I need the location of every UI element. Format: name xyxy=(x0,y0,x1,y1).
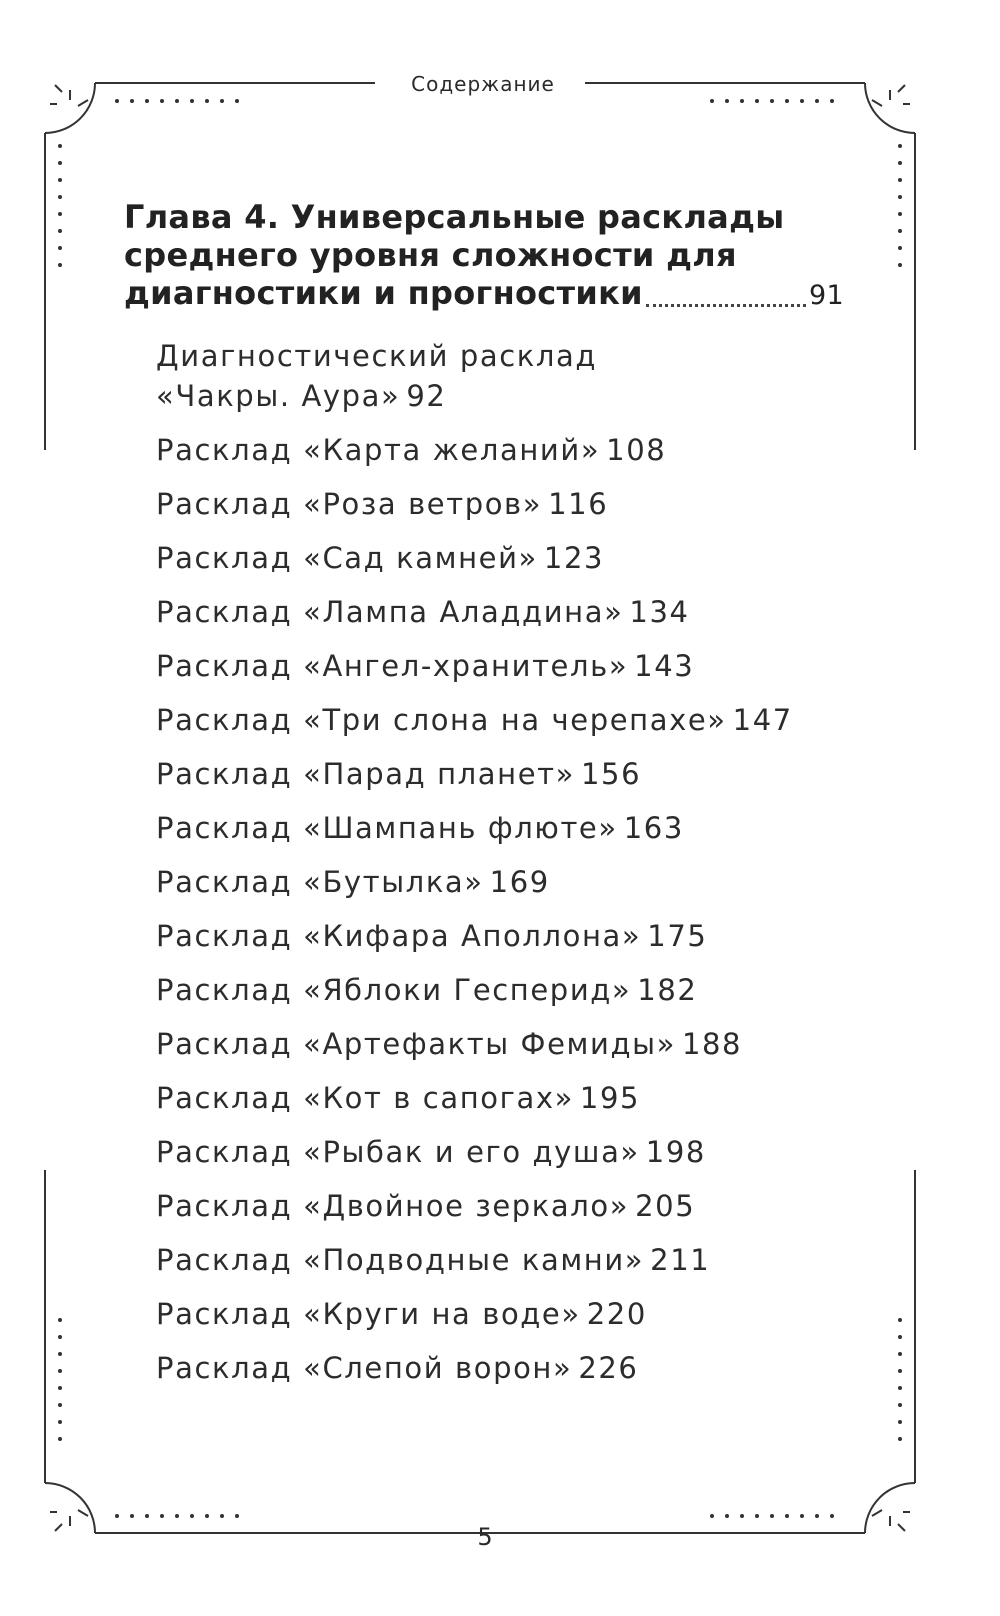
toc-entry-page-number: 220 xyxy=(586,1297,647,1331)
frame-dot xyxy=(830,99,834,103)
toc-entry[interactable] xyxy=(156,970,846,1024)
frame-dot xyxy=(58,229,62,233)
frame-dot xyxy=(190,99,194,103)
toc-entry-title: Расклад «Круги на воде» xyxy=(156,1297,581,1331)
frame-dot xyxy=(235,1514,239,1518)
toc-entry-page-number: 116 xyxy=(548,487,609,521)
frame-dot xyxy=(898,1403,902,1407)
running-header-title: Содержание xyxy=(411,72,555,96)
toc-entry-title: Расклад «Слепой ворон» xyxy=(156,1351,573,1385)
frame-dot xyxy=(58,1335,62,1339)
frame-dot xyxy=(710,1514,714,1518)
toc-entry-title: Расклад «Лампа Аладдина» xyxy=(156,595,624,629)
toc-entry[interactable] xyxy=(156,916,846,970)
toc-entry-page-number: 226 xyxy=(578,1351,639,1385)
frame-dot xyxy=(785,99,789,103)
toc-entry-page-number: 147 xyxy=(732,703,793,737)
toc-entry-page-number: 188 xyxy=(681,1027,743,1061)
frame-dot xyxy=(755,99,759,103)
frame-dot xyxy=(175,99,179,103)
toc-entry[interactable] xyxy=(156,862,846,916)
toc-entry[interactable] xyxy=(156,1078,846,1132)
frame-dot xyxy=(815,99,819,103)
toc-entry-title: Расклад «Яблоки Гесперид» xyxy=(156,973,632,1007)
toc-entry[interactable] xyxy=(156,1294,846,1348)
toc-entry-page-number: 195 xyxy=(579,1081,641,1115)
toc-entry[interactable] xyxy=(156,1348,846,1402)
frame-dot xyxy=(58,1420,62,1424)
toc-entry[interactable] xyxy=(156,1024,846,1078)
frame-dot xyxy=(58,161,62,165)
frame-dot xyxy=(235,99,239,103)
frame-dot xyxy=(58,144,62,148)
frame-dot xyxy=(115,99,119,103)
frame-dot xyxy=(898,1318,902,1322)
toc-entry[interactable] xyxy=(156,592,846,646)
toc-entry[interactable] xyxy=(156,430,846,484)
frame-dot xyxy=(898,161,902,165)
toc-entry[interactable] xyxy=(156,700,846,754)
frame-dot xyxy=(785,1514,789,1518)
frame-dot xyxy=(898,144,902,148)
toc-entry-title: Расклад «Рыбак и его душа» xyxy=(156,1135,640,1169)
toc-entry-list xyxy=(156,336,846,1402)
frame-dot xyxy=(115,1514,119,1518)
frame-dot xyxy=(58,1352,62,1356)
frame-dot xyxy=(220,1514,224,1518)
toc-entry[interactable] xyxy=(156,754,846,808)
frame-dot xyxy=(160,99,164,103)
toc-entry-title: Расклад «Двойное зеркало» xyxy=(156,1189,630,1223)
frame-dot xyxy=(160,1514,164,1518)
frame-dot xyxy=(898,212,902,216)
toc-entry[interactable] xyxy=(156,484,846,538)
toc-entry-title: Расклад «Роза ветров» xyxy=(156,487,543,521)
toc-entry[interactable] xyxy=(156,1186,846,1240)
toc-entry-page-number: 198 xyxy=(645,1135,706,1169)
frame-dot xyxy=(898,246,902,250)
toc-entry-title: Расклад «Кот в сапогах» xyxy=(156,1081,574,1115)
toc-entry-page-number: 143 xyxy=(634,649,695,683)
frame-dot xyxy=(58,263,62,267)
chapter-title-line-3: диагностики и прогностики xyxy=(124,274,643,312)
toc-entry-page-number: 182 xyxy=(637,973,698,1007)
toc-entry-page-number: 92 xyxy=(406,379,447,413)
frame-dot xyxy=(710,99,714,103)
toc-entry-page-number: 169 xyxy=(489,865,550,899)
toc-entry-page-number: 205 xyxy=(635,1189,696,1223)
frame-dot xyxy=(898,263,902,267)
toc-entry-page-number: 211 xyxy=(650,1243,711,1277)
frame-dot xyxy=(898,229,902,233)
toc-entry-title: Расклад «Три слона на черепахе» xyxy=(156,703,727,737)
chapter-title-line-2: среднего уровня сложности для xyxy=(124,236,737,274)
toc-entry[interactable] xyxy=(156,1240,846,1294)
frame-dot xyxy=(725,1514,729,1518)
toc-entry-page-number: 163 xyxy=(623,811,684,845)
chapter-title-line-1: Глава 4. Универсальные расклады xyxy=(124,198,785,236)
toc-entry-title: Расклад «Бутылка» xyxy=(156,865,484,899)
toc-entry-title-line: Диагностический расклад xyxy=(156,339,598,373)
frame-dot xyxy=(898,195,902,199)
toc-entry-title: Расклад «Ангел-хранитель» xyxy=(156,649,629,683)
toc-entry-title: Расклад «Шампань флюте» xyxy=(156,811,618,845)
frame-dot xyxy=(898,1420,902,1424)
page-number: 5 xyxy=(477,1523,493,1551)
frame-dot xyxy=(58,178,62,182)
toc-entry-page-number: 175 xyxy=(647,919,708,953)
frame-dot xyxy=(145,99,149,103)
toc-entry-page-number: 108 xyxy=(606,433,667,467)
toc-chapter-heading[interactable] xyxy=(124,198,844,315)
toc-entry[interactable] xyxy=(156,646,846,700)
toc-entry[interactable] xyxy=(156,808,846,862)
frame-dot xyxy=(220,99,224,103)
frame-dot xyxy=(898,178,902,182)
frame-dot xyxy=(58,195,62,199)
frame-dot xyxy=(205,99,209,103)
toc-entry-title: Расклад «Карта желаний» xyxy=(156,433,601,467)
frame-dot xyxy=(130,99,134,103)
chapter-page-number: 91 xyxy=(809,280,844,311)
toc-entry-title: Расклад «Кифара Аполлона» xyxy=(156,919,642,953)
toc-entry-page-number: 156 xyxy=(580,757,642,791)
frame-dot xyxy=(898,1386,902,1390)
frame-dot xyxy=(205,1514,209,1518)
frame-dot xyxy=(58,1369,62,1373)
toc-entry[interactable] xyxy=(156,538,846,592)
toc-entry-title: Расклад «Подводные камни» xyxy=(156,1243,645,1277)
frame-dot xyxy=(898,1352,902,1356)
toc-entry-page-number: 134 xyxy=(629,595,690,629)
dot-leader xyxy=(646,304,806,307)
frame-dot xyxy=(145,1514,149,1518)
toc-entry-page-number: 123 xyxy=(543,541,605,575)
toc-entry[interactable] xyxy=(156,336,846,416)
toc-entry[interactable] xyxy=(156,1132,846,1186)
toc-entry-title: Расклад «Парад планет» xyxy=(156,757,575,791)
frame-dot xyxy=(815,1514,819,1518)
frame-dot xyxy=(58,1403,62,1407)
frame-dot xyxy=(898,1369,902,1373)
frame-dot xyxy=(755,1514,759,1518)
frame-dot xyxy=(898,1437,902,1441)
frame-dot xyxy=(58,1437,62,1441)
frame-dot xyxy=(740,99,744,103)
frame-dot xyxy=(800,99,804,103)
frame-dot xyxy=(800,1514,804,1518)
frame-dot xyxy=(58,246,62,250)
frame-dot xyxy=(58,1318,62,1322)
frame-dot xyxy=(130,1514,134,1518)
frame-dot xyxy=(725,99,729,103)
frame-dot xyxy=(770,99,774,103)
frame-dot xyxy=(830,1514,834,1518)
frame-dot xyxy=(740,1514,744,1518)
frame-dot xyxy=(175,1514,179,1518)
frame-dot xyxy=(190,1514,194,1518)
toc-entry-title: Расклад «Сад камней» xyxy=(156,541,538,575)
toc-entry-title: «Чакры. Аура» xyxy=(156,379,401,413)
frame-dot xyxy=(770,1514,774,1518)
frame-dot xyxy=(58,1386,62,1390)
toc-entry-title: Расклад «Артефакты Фемиды» xyxy=(156,1027,676,1061)
frame-dot xyxy=(898,1335,902,1339)
frame-dot xyxy=(58,212,62,216)
